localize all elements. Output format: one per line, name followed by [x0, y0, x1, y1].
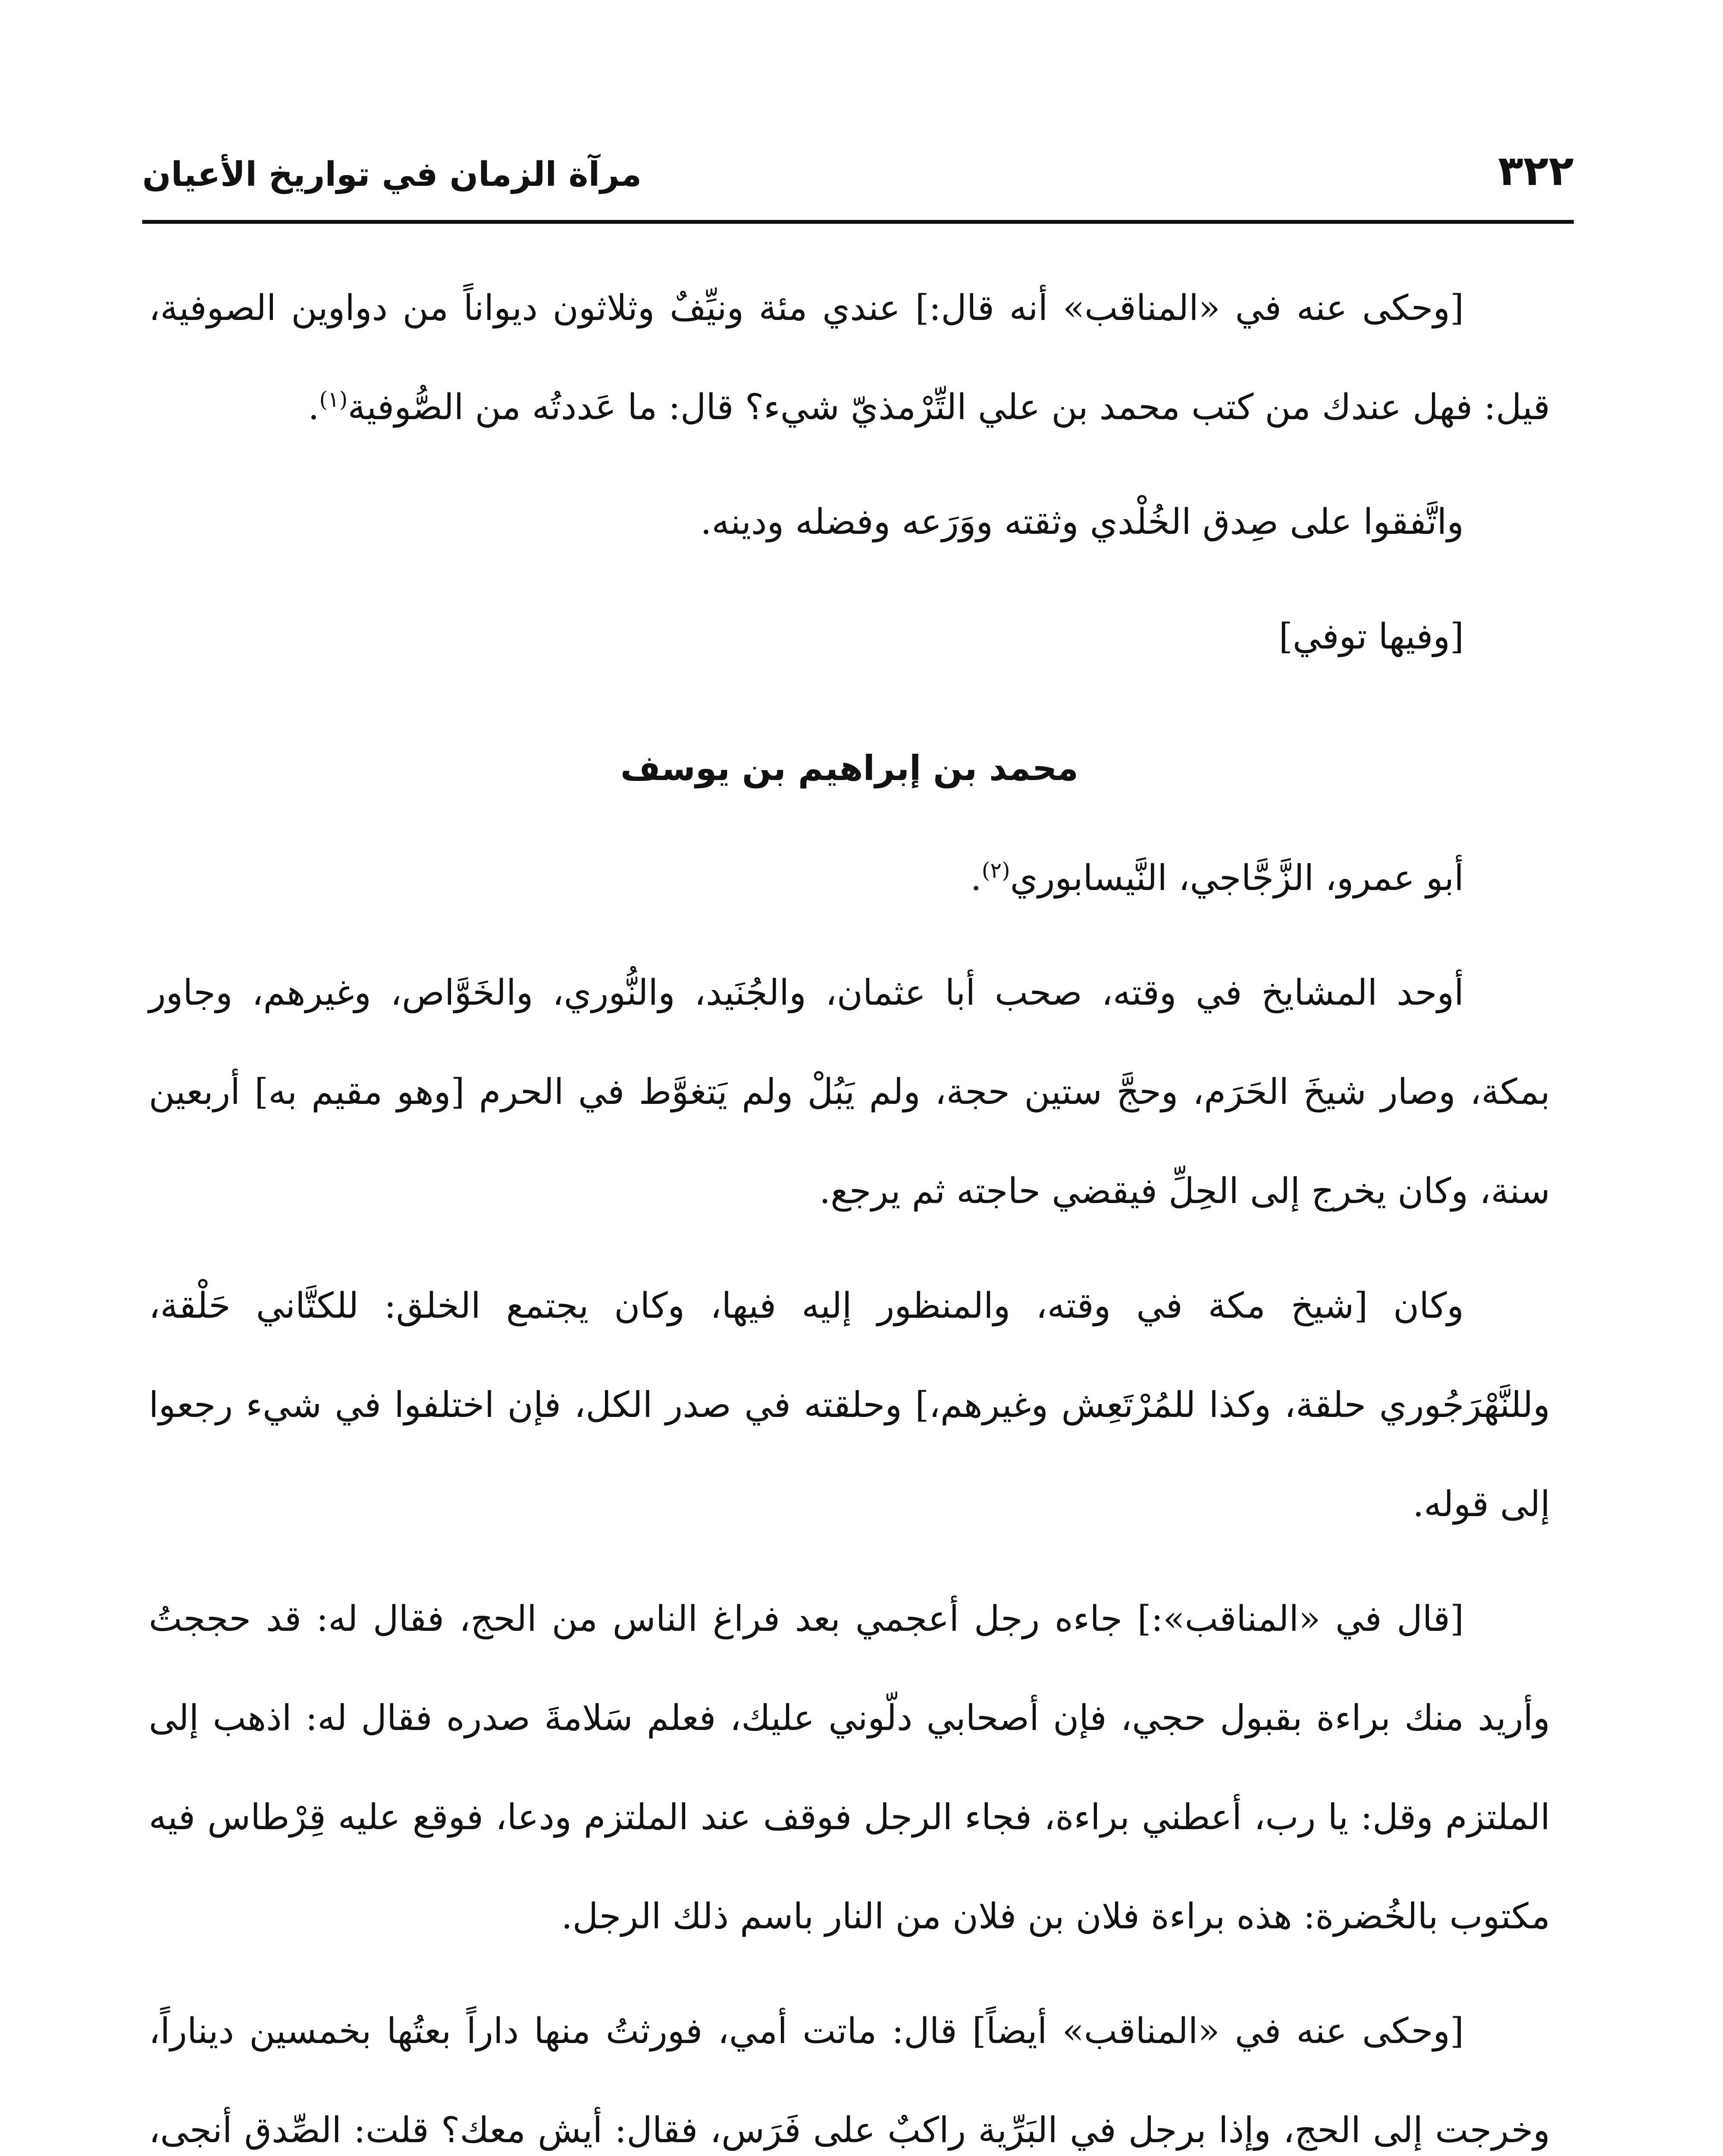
footnote-ref-2: (٢) [981, 858, 1010, 883]
paragraph-1 [149, 259, 1550, 457]
paragraph-1-end: . [308, 387, 320, 428]
footnote-ref-1: (١) [319, 387, 348, 412]
body-text [149, 259, 1550, 2156]
running-title: مرآة الزمان في تواريخ الأعيان [142, 155, 642, 194]
paragraph-7: [قال في «المناقب»:] جاءه رجل أعجمي بعد فراغ الناس من الحج، فقال له: قد حججتُ وأريد منك براءة بقبول حجي، فإن أصحابي دلّوني عليك، فعلم سَلامةَ صدره فقال له: اذهب إلى الملتزم وقل: يا رب، أعطني براءة، فجاء الرجل فوقف عند الملتزم ودعا، فوقع عليه قِرْطاس فيه مكتوب بالخُضرة: هذه براءة فلان بن فلان من النار باسم ذلك الرجل. [149, 1598, 1550, 1937]
paragraph-6: وكان [شيخ مكة في وقته، والمنظور إليه فيها، وكان يجتمع الخلق: للكتَّاني حَلْقة، وللنَّهْرَجُوري حلقة، وكذا للمُرْتَعِش وغيرهم،] وحلقته في صدر الكل، فإن اختلفوا في شيء رجعوا إلى قوله. [149, 1285, 1550, 1525]
paragraph-5: أوحد المشايخ في وقته، صحب أبا عثمان، والجُنَيد، والنُّوري، والخَوَّاص، وغيرهم، وجاور بمكة، وصار شيخَ الحَرَم، وحجَّ ستين حجة، ولم يَبُلْ ولم يَتغوَّط في الحرم [وهو مقيم به] أربعين سنة، وكان يخرج إلى الحِلِّ فيقضي حاجته ثم يرجع. [149, 972, 1550, 1212]
header-rule [142, 220, 1574, 224]
paragraph-8: [وحكى عنه في «المناقب» أيضاً] قال: ماتت أمي، فورثتُ منها داراً بعتُها بخمسين ديناراً، وخرجت إلى الحج، وإذا برجل في البَرِّية راكبٌ على فَرَس، فقال: أيش معك؟ قلت: الصِّدق أنجى، [149, 2011, 1550, 2151]
paragraph-3: [وفيها توفي] [1278, 616, 1464, 657]
paragraph-4 [149, 829, 1550, 928]
paragraph-1-text: [وحكى عنه في «المناقب» أنه قال:] عندي مئة ونيِّفٌ وثلاثون ديواناً من دواوين الصوفية، قيل: فهل عندك من كتب محمد بن علي التِّرْمذيّ شيء؟ قال: ما عَددتُه من الصُّوفية [149, 288, 1550, 428]
page-number: ٣٢٢ [1498, 147, 1574, 195]
page-header [142, 129, 1574, 216]
paragraph-4-end: . [970, 858, 982, 899]
paragraph-2: واتَّفقوا على صِدق الخُلْدي وثقته ووَرَعه وفضله ودينه. [700, 501, 1464, 542]
section-heading: محمد بن إبراهيم بن يوسف [620, 748, 1079, 788]
paragraph-4-text: أبو عمرو، الزَّجَّاجي، النَّيسابوري [1010, 858, 1464, 899]
